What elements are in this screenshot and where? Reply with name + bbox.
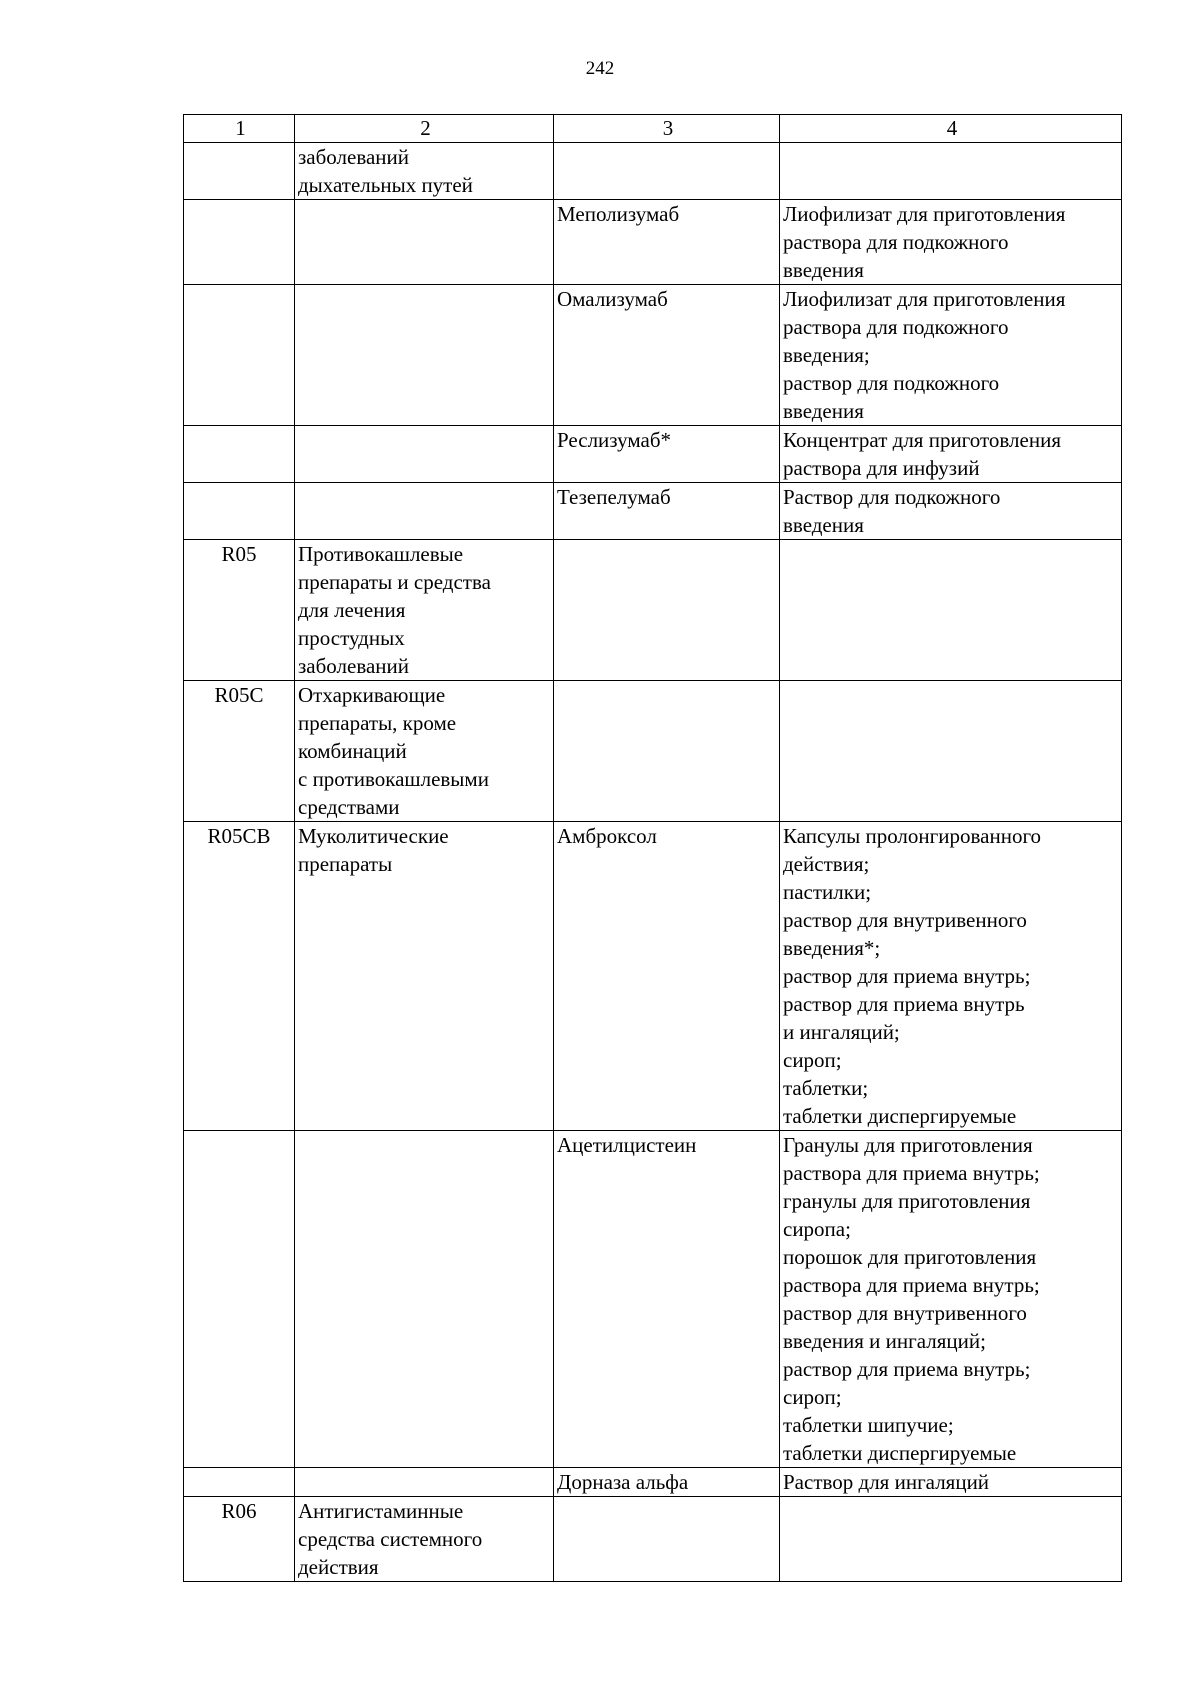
- table-row: [184, 681, 1122, 822]
- column-header-2: 2: [295, 115, 554, 143]
- page-number: 242: [585, 58, 615, 79]
- column-header-1: 1: [184, 115, 295, 143]
- atc-code-cell: [184, 143, 295, 200]
- dosage-forms-cell: Капсулы пролонгированного действия; пастилки; раствор для внутривенного введения*; раствор для приема внутрь; раствор для приема внутрь и ингаляций; сироп; таблетки; таблетки диспергируемые: [780, 822, 1122, 1131]
- dosage-forms-cell: Лиофилизат для приготовления раствора для подкожного введения: [780, 200, 1122, 285]
- dosage-forms-cell: Раствор для подкожного введения: [780, 483, 1122, 540]
- group-name-cell: Муколитические препараты: [295, 822, 554, 1131]
- table-header-row: [184, 115, 1122, 143]
- group-name-cell: [295, 285, 554, 426]
- group-name-cell: [295, 483, 554, 540]
- group-name-cell: Противокашлевые препараты и средства для лечения простудных заболеваний: [295, 540, 554, 681]
- atc-code-cell: R06: [184, 1497, 295, 1582]
- dosage-forms-cell: [780, 143, 1122, 200]
- dosage-forms-cell: Лиофилизат для приготовления раствора для подкожного введения; раствор для подкожного введения: [780, 285, 1122, 426]
- atc-code-cell: [184, 483, 295, 540]
- table-row: [184, 143, 1122, 200]
- table-row: [184, 285, 1122, 426]
- drug-name-cell: [554, 1497, 780, 1582]
- atc-code-cell: R05: [184, 540, 295, 681]
- atc-code-cell: [184, 426, 295, 483]
- table-row: [184, 822, 1122, 1131]
- drug-name-cell: Тезепелумаб: [554, 483, 780, 540]
- medication-table: [183, 114, 1122, 1582]
- group-name-cell: [295, 200, 554, 285]
- dosage-forms-cell: Концентрат для приготовления раствора для инфузий: [780, 426, 1122, 483]
- group-name-cell: [295, 1131, 554, 1468]
- group-name-cell: Антигистаминные средства системного действия: [295, 1497, 554, 1582]
- dosage-forms-cell: [780, 540, 1122, 681]
- column-header-4: 4: [780, 115, 1122, 143]
- atc-code-cell: [184, 285, 295, 426]
- dosage-forms-cell: [780, 681, 1122, 822]
- drug-name-cell: Ацетилцистеин: [554, 1131, 780, 1468]
- group-name-cell: [295, 1468, 554, 1497]
- drug-name-cell: Дорназа альфа: [554, 1468, 780, 1497]
- group-name-cell: заболеваний дыхательных путей: [295, 143, 554, 200]
- drug-name-cell: [554, 540, 780, 681]
- atc-code-cell: R05CB: [184, 822, 295, 1131]
- drug-name-cell: [554, 143, 780, 200]
- atc-code-cell: [184, 1468, 295, 1497]
- table-row: [184, 1468, 1122, 1497]
- group-name-cell: [295, 426, 554, 483]
- table-row: [184, 426, 1122, 483]
- atc-code-cell: [184, 1131, 295, 1468]
- drug-name-cell: Реслизумаб*: [554, 426, 780, 483]
- drug-name-cell: Омализумаб: [554, 285, 780, 426]
- dosage-forms-cell: Раствор для ингаляций: [780, 1468, 1122, 1497]
- table-row: [184, 200, 1122, 285]
- atc-code-cell: R05C: [184, 681, 295, 822]
- drug-name-cell: [554, 681, 780, 822]
- table-row: [184, 540, 1122, 681]
- table-row: [184, 483, 1122, 540]
- column-header-3: 3: [554, 115, 780, 143]
- group-name-cell: Отхаркивающие препараты, кроме комбинаций с противокашлевыми средствами: [295, 681, 554, 822]
- table-row: [184, 1497, 1122, 1582]
- atc-code-cell: [184, 200, 295, 285]
- dosage-forms-cell: Гранулы для приготовления раствора для приема внутрь; гранулы для приготовления сиропа; порошок для приготовления раствора для приема внутрь; раствор для внутривенного введения и ингаляций; раствор для приема внутрь; сироп; таблетки шипучие; таблетки диспергируемые: [780, 1131, 1122, 1468]
- dosage-forms-cell: [780, 1497, 1122, 1582]
- drug-name-cell: Меполизумаб: [554, 200, 780, 285]
- drug-name-cell: Амброксол: [554, 822, 780, 1131]
- table-row: [184, 1131, 1122, 1468]
